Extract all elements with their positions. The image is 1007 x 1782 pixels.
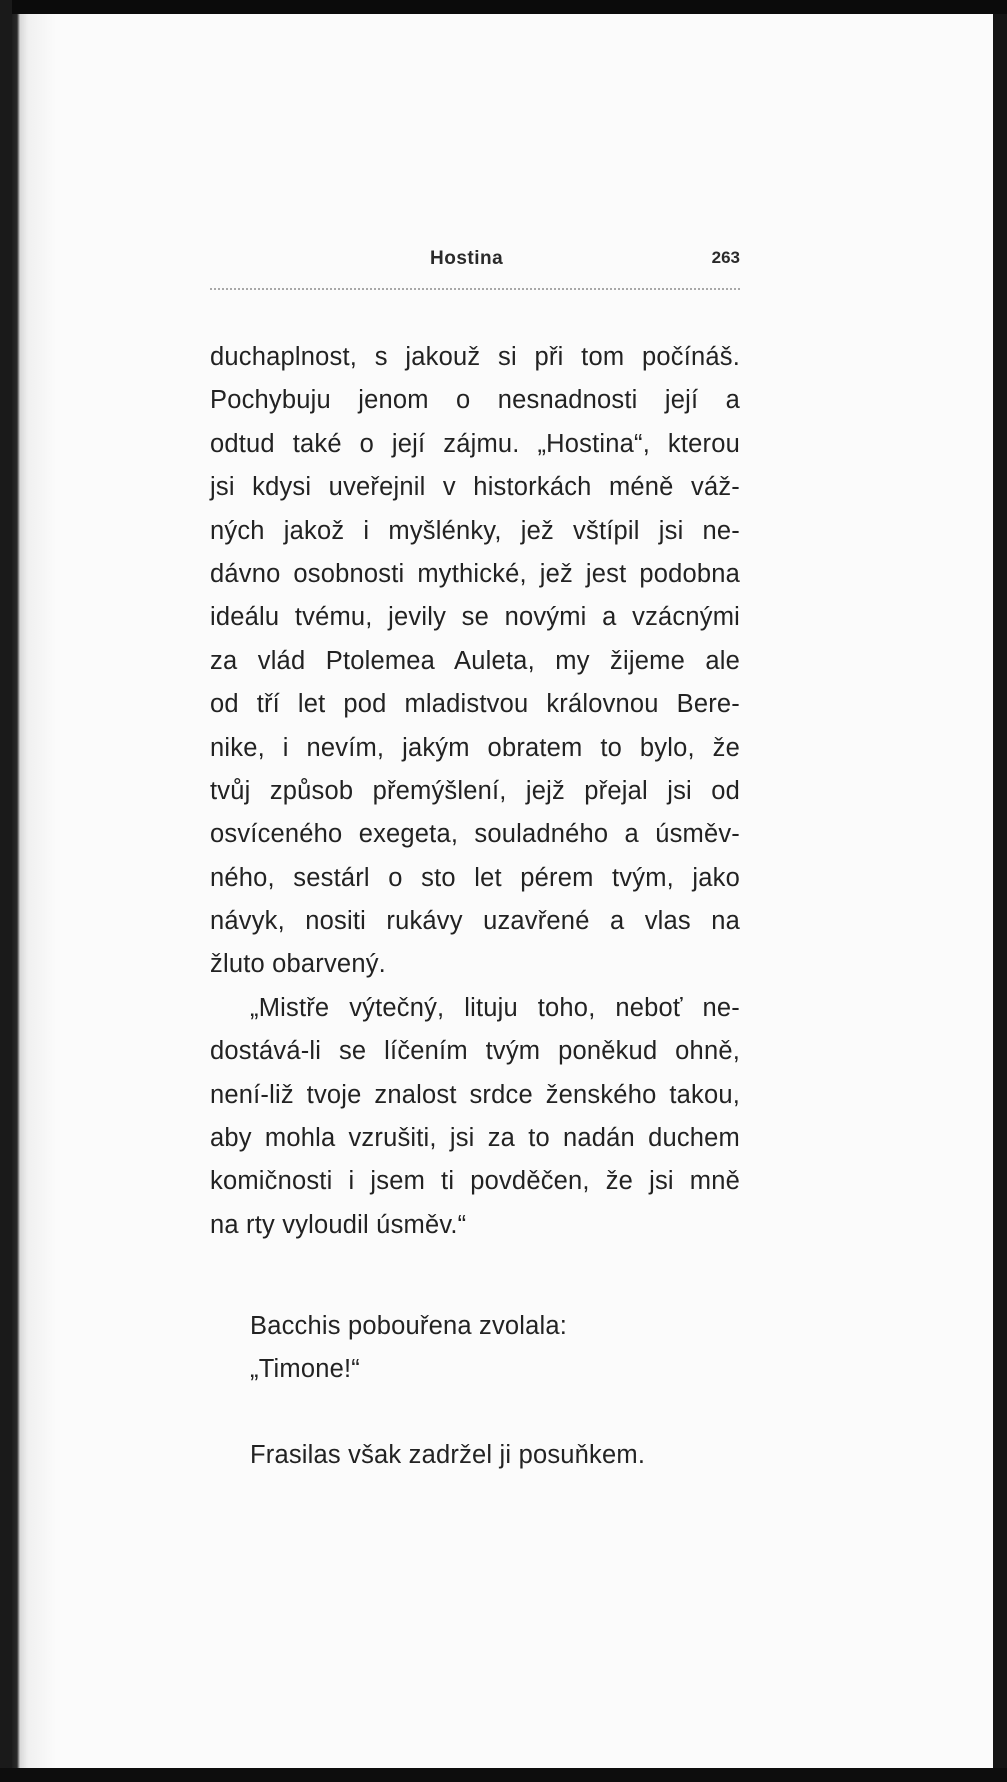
text-line: nike, i nevím, jakým obratem to bylo, že bbox=[210, 733, 740, 762]
text-line: dávno osobnosti mythické, jež jest podobna bbox=[210, 559, 740, 588]
scan-border-left bbox=[0, 0, 12, 1782]
page-number: 263 bbox=[711, 248, 740, 267]
paragraph-1 bbox=[210, 336, 740, 987]
text-line: Bacchis pobouřena zvolala: bbox=[250, 1312, 568, 1340]
text-line: dostává-li se líčením tvým poněkud ohně, bbox=[210, 1037, 740, 1066]
scan-border-top bbox=[0, 0, 1007, 14]
page-binding-shadow bbox=[12, 14, 56, 1768]
scan-border-bottom bbox=[0, 1768, 1007, 1782]
paragraph-2 bbox=[210, 987, 740, 1247]
text-line: Pochybuju jenom o nesnadnosti její a bbox=[210, 386, 740, 415]
text-line: žluto obarvený. bbox=[210, 950, 386, 979]
text-line: návyk, nositi rukávy uzavřené a vlas na bbox=[210, 907, 740, 936]
text-line: Frasilas však zadržel ji posuňkem. bbox=[250, 1441, 646, 1469]
header-rule bbox=[210, 288, 740, 290]
text-line: osvíceného exegeta, souladného a úsměv- bbox=[210, 820, 740, 849]
text-line: „Timone!“ bbox=[250, 1355, 360, 1384]
text-line: komičnosti i jsem ti povděčen, že jsi mně bbox=[210, 1167, 740, 1196]
text-line: od tří let pod mladistvou královnou Bere- bbox=[210, 690, 740, 719]
text-line: tvůj způsob přemýšlení, jejž přejal jsi od bbox=[210, 776, 740, 805]
text-line: ideálu tvému, jevily se novými a vzácnými bbox=[210, 603, 740, 632]
running-head bbox=[210, 248, 740, 278]
dialog-frasilas bbox=[250, 1434, 730, 1477]
scan-border-right bbox=[993, 14, 1007, 1768]
text-line: aby mohla vzrušiti, jsi za to nadán duchem bbox=[210, 1124, 740, 1153]
text-line: odtud také o její zájmu. „Hostina“, kterou bbox=[210, 429, 740, 458]
text-line: jsi kdysi uveřejnil v historkách méně váž- bbox=[210, 473, 740, 502]
dialog-bacchis bbox=[250, 1305, 730, 1392]
body-text bbox=[210, 336, 740, 1247]
text-line: „Mistře výtečný, lituju toho, neboť ne- bbox=[250, 993, 740, 1022]
text-line: není-liž tvoje znalost srdce ženského takou, bbox=[210, 1080, 740, 1109]
text-line: ných jakož i myšlénky, jež vštípil jsi ne- bbox=[210, 516, 740, 545]
text-line: duchaplnost, s jakouž si při tom počínáš. bbox=[210, 343, 740, 371]
text-line: na rty vyloudil úsměv.“ bbox=[210, 1210, 467, 1239]
text-line: za vlád Ptolemea Auleta, my žijeme ale bbox=[210, 646, 740, 675]
text-line: ného, sestárl o sto let pérem tvým, jako bbox=[210, 863, 740, 892]
running-title: Hostina bbox=[430, 248, 504, 269]
